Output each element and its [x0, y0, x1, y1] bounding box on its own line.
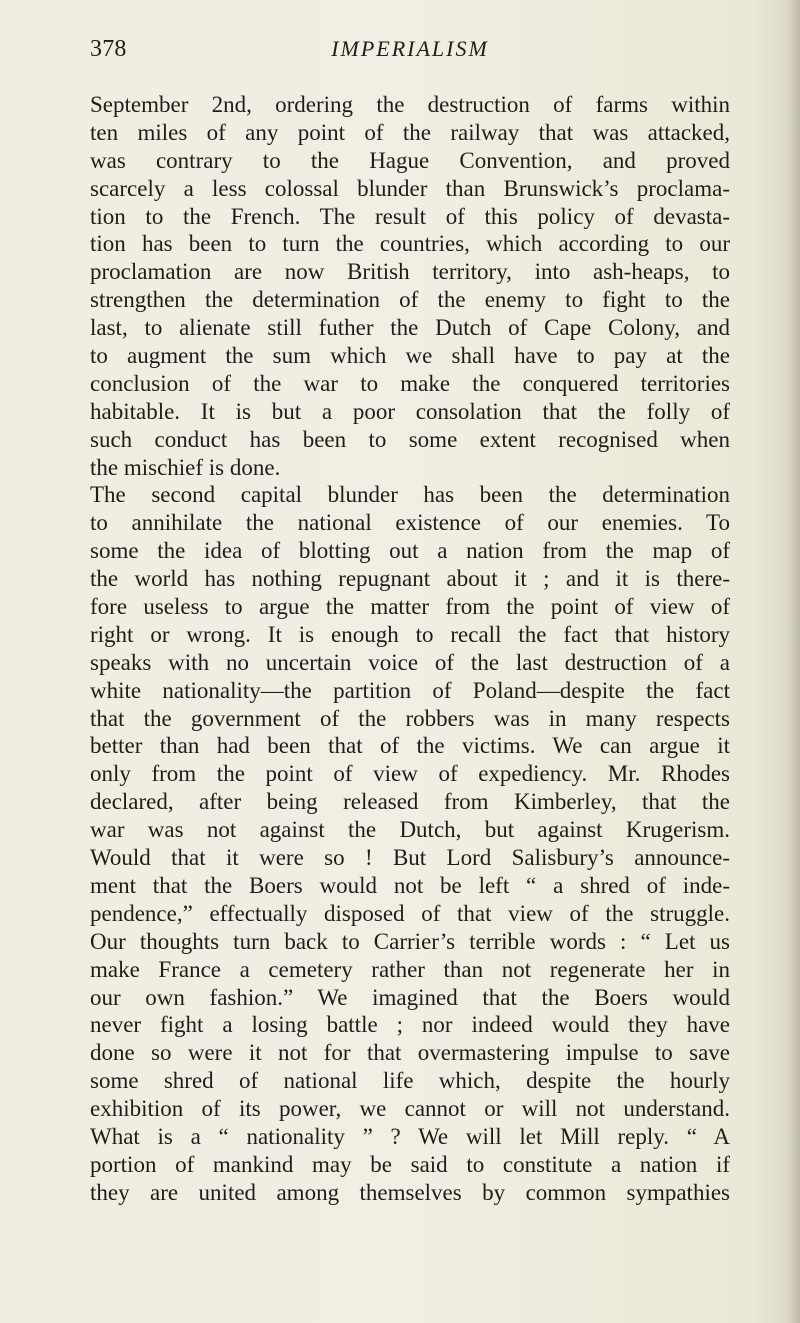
text-line: scarcely a less colossal blunder than Brunswick’s proclama- [90, 175, 730, 201]
text-line: tion to the French. The result of this policy of devasta- [90, 203, 730, 229]
text-line: done so were it not for that overmastering impulse to save [90, 1040, 730, 1066]
page-number: 378 [90, 36, 127, 62]
text-line: right or wrong. It is enough to recall the fact that history [90, 621, 730, 647]
text-line: to annihilate the national existence of our enemies. To [90, 510, 730, 536]
text-line: Would that it were so ! But Lord Salisbury’s announce- [90, 845, 730, 871]
text-line: some shred of national life which, despite the hourly [90, 1068, 730, 1094]
text-line: our own fashion.” We imagined that the Boers would [90, 984, 730, 1010]
text-line: proclamation are now British territory, into ash-heaps, to [90, 259, 730, 285]
text-line: exhibition of its power, we cannot or will not understand. [90, 1096, 730, 1122]
text-line: conclusion of the war to make the conquered territories [90, 370, 730, 396]
text-line: that the government of the robbers was in many respects [90, 705, 730, 731]
text-line: declared, after being released from Kimberley, that the [90, 789, 730, 815]
text-line: speaks with no uncertain voice of the last destruction of a [90, 649, 730, 675]
text-line: tion has been to turn the countries, which according to our [90, 231, 730, 257]
page-header [90, 34, 730, 74]
text-line: ten miles of any point of the railway that was attacked, [90, 119, 730, 145]
text-line: war was not against the Dutch, but against Krugerism. [90, 817, 730, 843]
text-line: Our thoughts turn back to Carrier’s terrible words : “ Let us [90, 928, 730, 954]
text-line: strengthen the determination of the enemy to fight to the [90, 287, 730, 313]
text-line: habitable. It is but a poor consolation that the folly of [90, 398, 730, 424]
text-line: last, to alienate still futher the Dutch of Cape Colony, and [90, 315, 730, 341]
text-line: September 2nd, ordering the destruction of farms within [90, 92, 730, 117]
text-line: never fight a losing battle ; nor indeed would they have [90, 1012, 730, 1038]
text-line: pendence,” effectually disposed of that view of the struggle. [90, 900, 730, 926]
page-edge-shadow [786, 0, 800, 1323]
text-line: What is a “ nationality ” ? We will let Mill reply. “ A [90, 1123, 730, 1149]
text-line: some the idea of blotting out a nation from the map of [90, 538, 730, 564]
text-line: better than had been that of the victims. We can argue it [90, 733, 730, 759]
text-line: such conduct has been to some extent recognised when [90, 426, 730, 452]
text-line: white nationality—the partition of Poland—despite the fact [90, 677, 730, 703]
text-line: only from the point of view of expediency. Mr. Rhodes [90, 761, 730, 787]
text-line: make France a cemetery rather than not regenerate her in [90, 956, 730, 982]
text-line: fore useless to argue the matter from the point of view of [90, 594, 730, 620]
text-line: to augment the sum which we shall have to pay at the [90, 343, 730, 369]
text-line: the mischief is done. [90, 454, 281, 480]
text-line: the world has nothing repugnant about it ; and it is there- [90, 566, 730, 592]
text-line: portion of mankind may be said to constitute a nation if [90, 1151, 730, 1177]
text-line: they are united among themselves by common sympathies [90, 1179, 730, 1205]
text-line: ment that the Boers would not be left “ a shred of inde- [90, 872, 730, 898]
body-text [90, 91, 730, 1207]
text-line: was contrary to the Hague Convention, and proved [90, 147, 730, 173]
running-title: IMPERIALISM [331, 36, 489, 61]
text-line: The second capital blunder has been the determination [90, 482, 730, 508]
